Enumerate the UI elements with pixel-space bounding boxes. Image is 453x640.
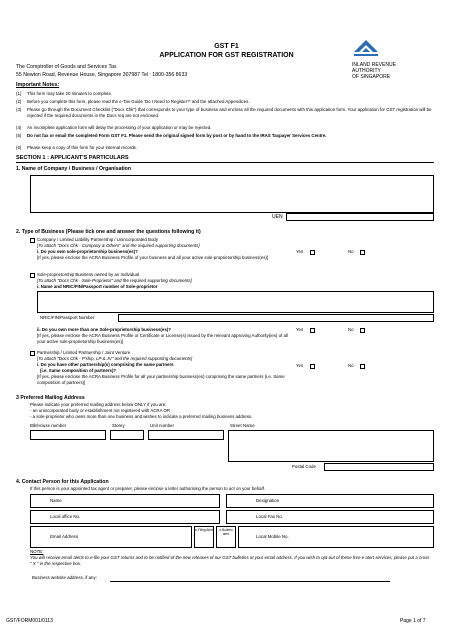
iras-logo-emblem [352,38,380,60]
section-1-heading: SECTION 1 : APPLICANT'S PARTICULARS [16,155,434,163]
unit-label: Unit number [150,423,174,428]
q1-label: 1. Name of Company / Business / Organisation [16,166,132,172]
note-4-text: An incomplete application form will delay the processing of your application or may be rejected. [27,125,212,130]
q2-label: 2. Type of Business (Please tick one and answer the questions following it) [16,229,201,235]
logo-line-2: AUTHORITY [352,68,381,74]
company-yes-checkbox[interactable] [310,250,315,255]
addressee: The Comptroller of Goods and Services Tax [16,64,117,70]
email-label: Email Address [50,534,79,539]
website-input-line[interactable] [110,581,390,582]
company-type-checkbox[interactable] [30,238,35,243]
note-2-num: (2) [16,99,22,104]
partnership-type-attach: [To attach "Docs Chk - P'ship, LP & JV" and the required supporting documents] [37,356,193,361]
website-label: Business website address, if any: [32,575,97,580]
sole-type-checkbox[interactable] [30,273,35,278]
partnership-yes-checkbox[interactable] [310,364,315,369]
company-type-title: Company / Limited Liability Partnership / Unincorporated Body [37,237,159,242]
sole-yes-label: Yes [296,327,304,332]
notes-heading: Important Notes: [16,82,60,88]
blk-label: Blk/House number [30,423,67,428]
sole-type-title: Sole-proprietorship Business owned by an Individual [37,272,140,277]
partnership-type-title: Partnership / Limited Partnership / Joint Venture [37,350,131,355]
company-sole-note: [If yes, please enclose the ACRA Business Profile of your business and all your active sole-proprietorship business(es)] [37,255,269,260]
efiling-alert-label: e-Filing Alert [195,528,213,532]
note-3-num: (3) [16,107,22,112]
footer-code: GST/FORM001/0113 [6,618,53,624]
note-3 [16,107,436,118]
company-name-input[interactable] [30,175,434,213]
q4-label: 4. Contact Person for this Application [16,479,109,485]
sole-name-question: i. Name and NRIC/FIN/Passport number of Sole-proprietor [37,284,158,289]
unit-input[interactable] [148,430,224,440]
street-input[interactable] [228,430,434,462]
address: 55 Newton Road, Revenue House, Singapore 307987 Tel : 1800-356 8633 [16,72,188,78]
blk-input[interactable] [30,430,106,440]
note-1-num: (1) [16,91,22,96]
q3-bullet-1: - an unincorporated body or establishment not registered with ACRA OR [30,408,171,413]
form-code: GST F1 [214,43,239,50]
company-sole-question: i. Do you own sole-proprietorship business(es)? [37,249,138,254]
partnership-yes-label: Yes [296,363,304,368]
note-6 [16,145,436,151]
q4-note-title: NOTE: [30,549,44,554]
form-title: APPLICATION FOR GST REGISTRATION [159,52,294,59]
fax-no-label: Local Fax No. [256,514,284,519]
postal-input[interactable] [324,463,434,471]
note-6-num: (6) [16,145,22,150]
sole-multiple-question: ii. Do you own more than one Sole-proprietorship business(es)? [37,327,171,332]
partnership-question-sub: (i.e. Same composition of partners)? [40,368,117,373]
postal-label: Postal Code [292,464,316,469]
sole-type-attach: [To attach "Docs Chk - Sole-Proprietor" and the required supporting documents] [37,278,192,283]
sole-yes-checkbox[interactable] [310,328,315,333]
partnership-note: [If yes, please enclose the ACRA Business Profile for all your partnership business(es) comprising the same partners (i.e. Same composition of partners)] [37,374,285,385]
note-5-num: (5) [16,133,22,138]
storey-label: Storey [112,423,125,428]
note-2-text: Before you complete this form, please read the e-Tax Guide 'Do I Need to Register?' and the attached Appendices. [27,99,250,104]
note-3-text: Please go through the Document Checklist ("Docs Chk") that corresponds to your type of business and enclose all the required documents with this application form. Your application for GST registration will be rejected if the required documents in the Docs req are not enclosed. [27,107,432,118]
partnership-no-checkbox[interactable] [360,364,365,369]
iras-logo [342,38,437,88]
partnership-type-checkbox[interactable] [30,351,35,356]
note-2 [16,99,436,105]
sole-name-input[interactable] [37,291,434,313]
contact-name-label: Name [50,498,62,503]
sole-no-label: No [348,327,354,332]
company-no-checkbox[interactable] [360,250,365,255]
designation-label: Designation [256,498,280,503]
street-label: Street Name [230,423,255,428]
partnership-question: i. Do you have other partnership(s) comprising the same partners [37,362,174,367]
note-4-num: (4) [16,125,22,130]
company-type-attach: [To attach "Docs Chk - Company & Others" and the required supporting documents] [37,243,200,248]
note-6-text: Please keep a copy of this form for your internal records. [27,145,138,150]
company-yes-label: Yes [296,249,304,254]
ebulletin-alert-label: e-Bulletin alert [219,528,233,536]
note-1-text: This form may take 20 minutes to complete. [27,91,113,96]
note-4 [16,125,436,131]
q4-intro: If this person is your appointed tax agent or preparer, please enclose a letter authorising the person to act on your behalf. [30,486,266,491]
uen-label: UEN [272,214,283,220]
sole-id-input[interactable] [118,314,434,322]
note-5 [16,133,436,139]
q4-note: You will receive email alerts to e-file your GST returns and to be notified of the new releases of our GST bulletins at your email address. If you wish to opt-out of these free e-alert services, please put a cross " X " in the respective box. [30,555,430,566]
q3-bullet-2: - a sole-proprietor who owns more than one business and wishes to indicate a preferred mailing business address. [30,414,253,419]
company-no-label: No [348,249,354,254]
mobile-no-label: Local Mobile No. [256,534,289,539]
logo-line-1: INLAND REVENUE [352,62,396,68]
sole-no-checkbox[interactable] [360,328,365,333]
q3-label: 3 Preferred Mailing Address [16,395,85,401]
logo-line-3: OF SINGAPORE [352,74,391,80]
uen-input[interactable] [286,213,434,221]
note-1 [16,91,436,97]
office-no-label: Local office No. [50,514,81,519]
note-5-text: Do not fax or email the completed Form GST F1. Please send the original signed form by post or by hand to the IRAS Taxpayer Services Centre. [27,133,327,138]
partnership-no-label: No [348,363,354,368]
sole-multiple-note: [If yes, please enclose the ACRA Business Profile or Certificate or License(s) issued by the relevant approving Authority(ies) of all your active sole-proprietorship business(es)] [37,333,288,344]
sole-id-label: NRIC/FIN/Passport Number [40,315,95,320]
storey-input[interactable] [110,430,144,440]
footer-page: Page 1 of 7 [400,618,426,624]
q3-intro: Please indicate your preferred mailing address below ONLY if you are: [30,402,167,407]
